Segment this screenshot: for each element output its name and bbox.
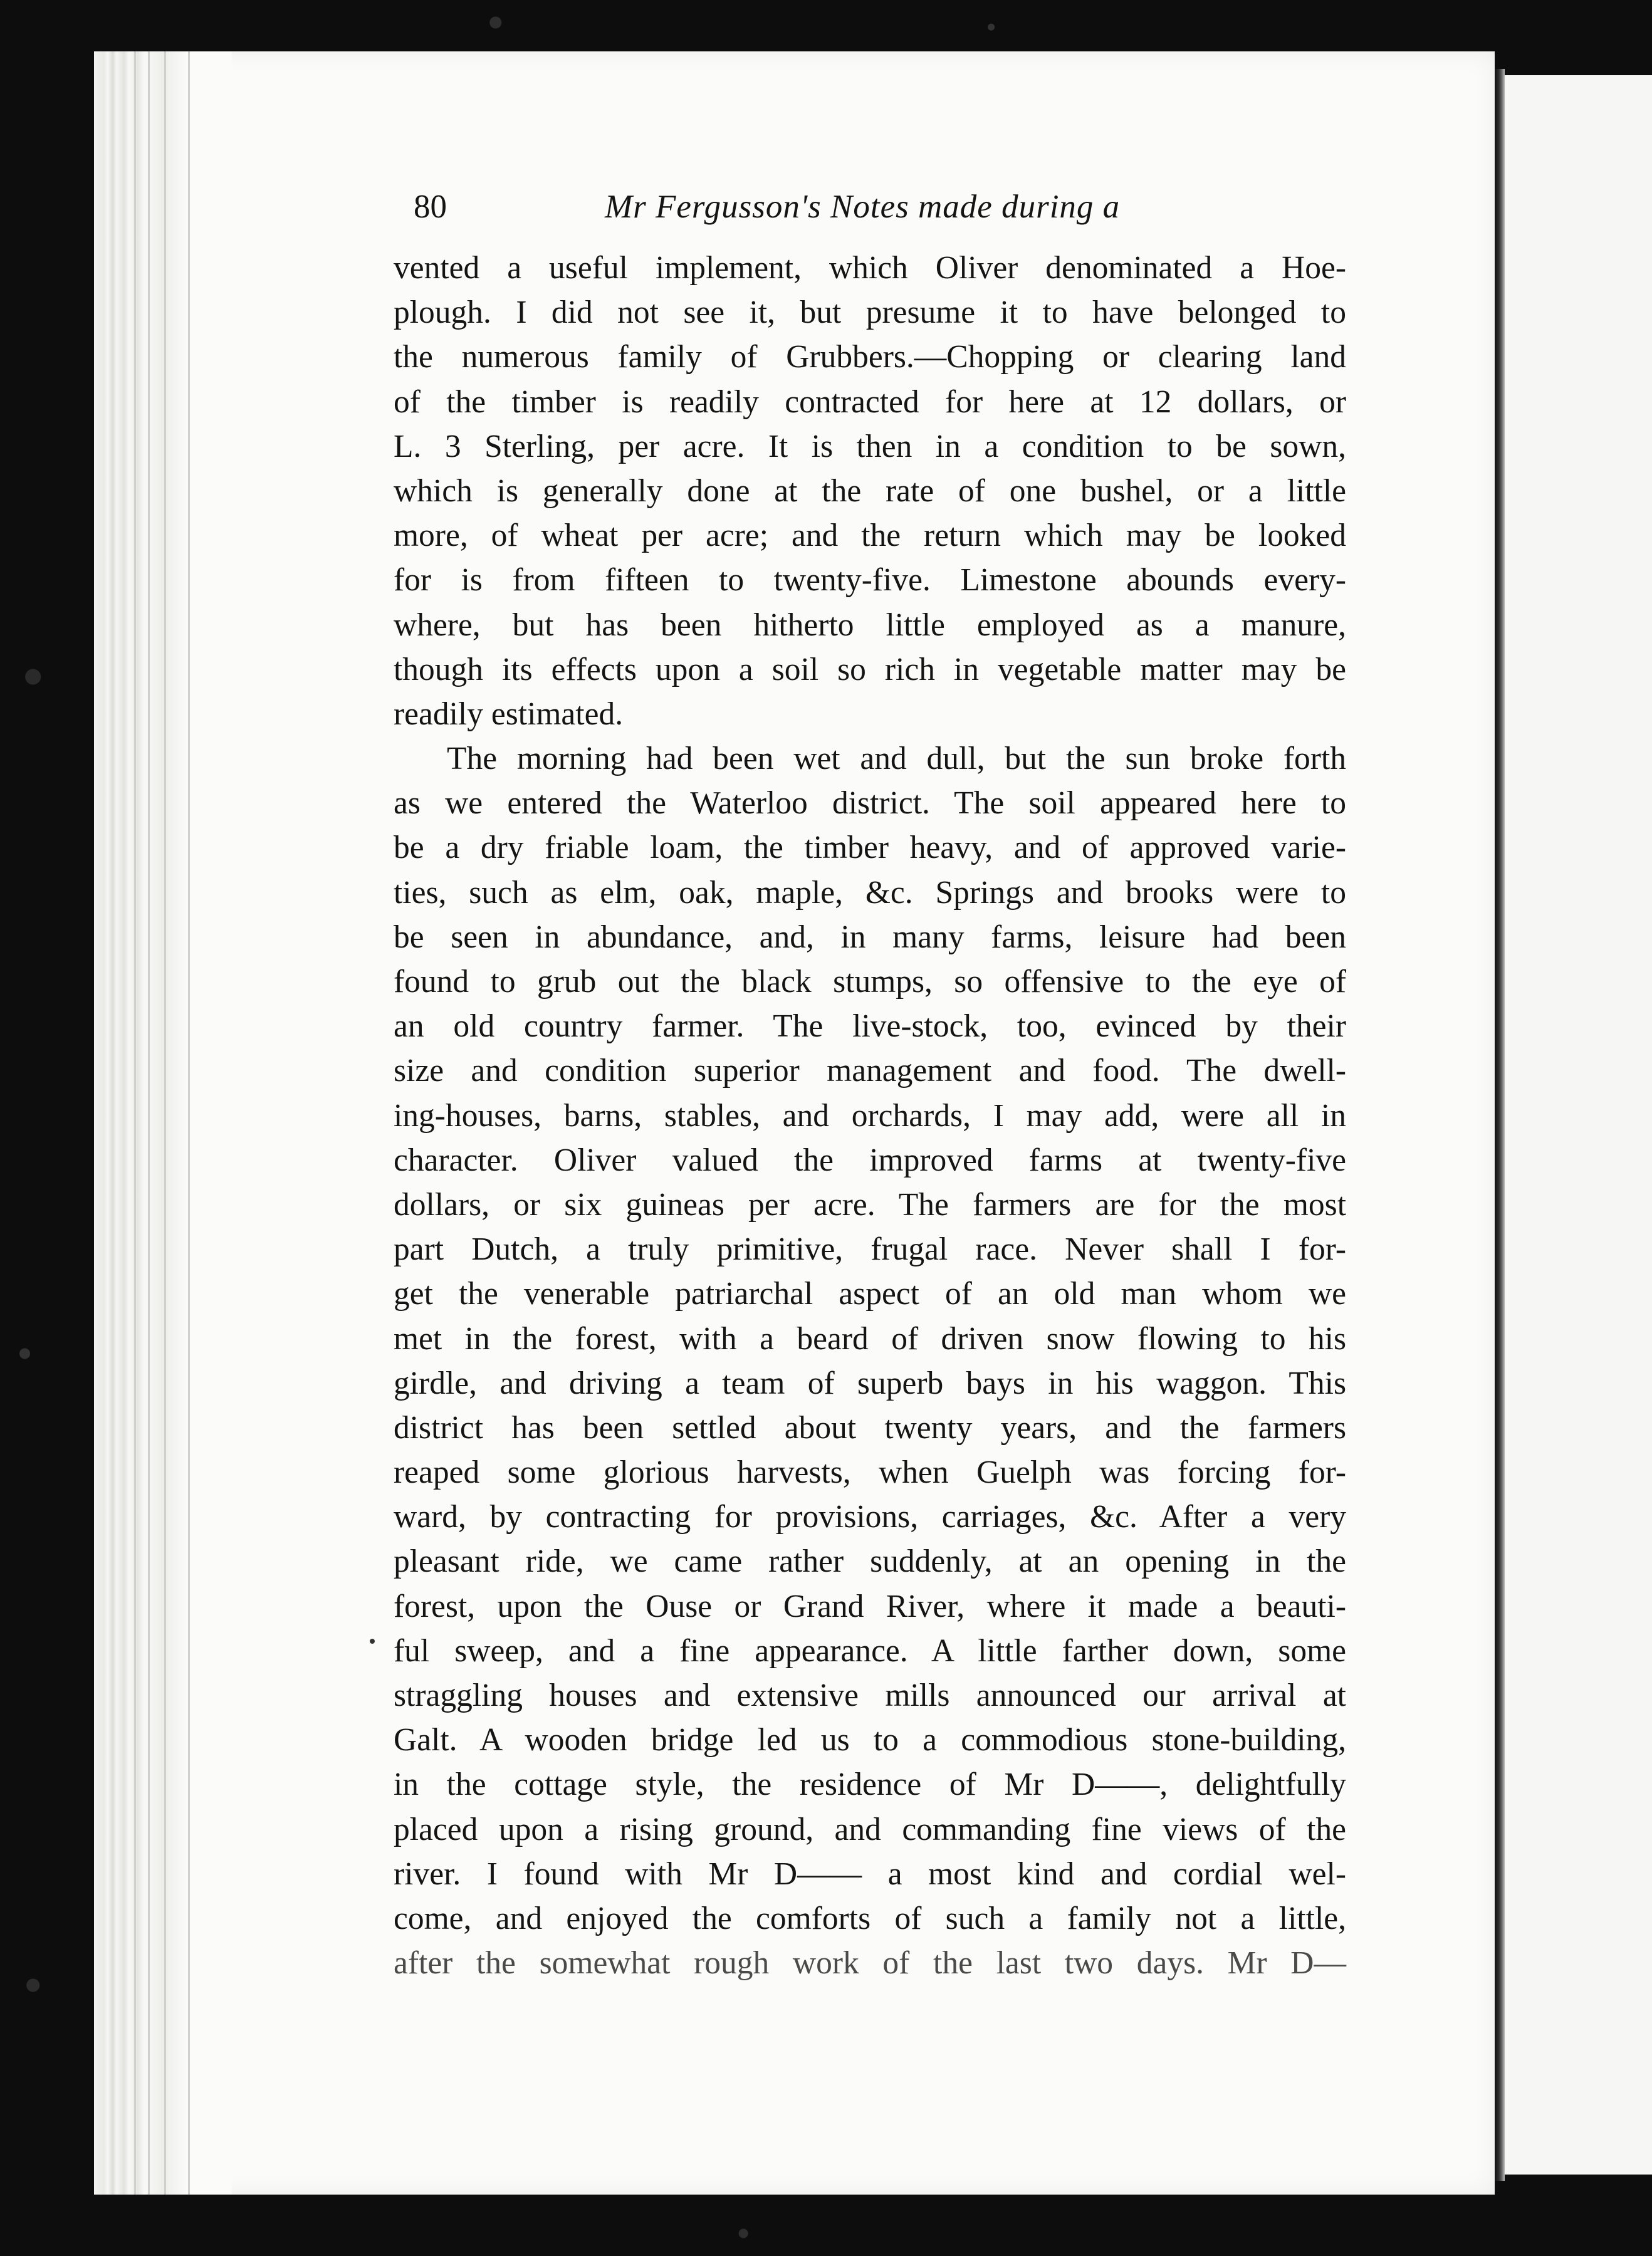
text-line: be a dry friable loam, the timber heavy, and of approved varie- [394,830,1346,866]
text-line: as we entered the Waterloo district. The soil appeared here to [394,785,1346,822]
text-line: found to grub out the black stumps, so offensive to the eye of [394,964,1346,1000]
text-line: in the cottage style, the residence of Mr D——, delightfully [394,1767,1346,1803]
page-edge-line [164,51,166,2195]
text-line: where, but has been hitherto little employed as a manure, [394,607,1346,643]
text-line: placed upon a rising ground, and commanding fine views of the [394,1811,1346,1847]
text-line: ties, such as elm, oak, maple, &c. Springs and brooks were to [394,874,1346,911]
text-line: L. 3 Sterling, per acre. It is then in a condition to be sown, [394,428,1346,464]
text-line: get the venerable patriarchal aspect of an old man whom we [394,1276,1346,1312]
text-line: reaped some glorious harvests, when Guelph was forcing for- [394,1454,1346,1491]
text-line: size and condition superior management and food. The dwell- [394,1053,1346,1089]
text-line: district has been settled about twenty years, and the farmers [394,1409,1346,1446]
text-line: pleasant ride, we came rather suddenly, at an opening in the [394,1543,1346,1580]
text-line: character. Oliver valued the improved farms at twenty-five [394,1142,1346,1178]
text-line: forest, upon the Ouse or Grand River, where it made a beauti- [394,1588,1346,1624]
text-line: part Dutch, a truly primitive, frugal race. Never shall I for- [394,1231,1346,1268]
text-line: more, of wheat per acre; and the return which may be looked [394,518,1346,554]
paragraph-2 [394,736,1346,1985]
text-line: readily estimated. [394,696,624,732]
stacked-page-edges [94,51,232,2195]
page-edge-line [134,51,136,2195]
text-line: river. I found with Mr D—— a most kind and cordial wel- [394,1856,1346,1892]
text-line: be seen in abundance, and, in many farms, leisure had been [394,919,1346,955]
text-line: which is generally done at the rate of one bushel, or a little [394,473,1346,509]
text-line: ful sweep, and a fine appearance. A little farther down, some [394,1632,1346,1669]
text-line: an old country farmer. The live-stock, too, evinced by their [394,1008,1346,1045]
text-line: come, and enjoyed the comforts of such a family not a little, [394,1900,1346,1936]
text-line: after the somewhat rough work of the last two days. Mr D— [394,1945,1346,1982]
facing-page-edge [1503,75,1652,2175]
text-line: dollars, or six guineas per acre. The farmers are for the most [394,1186,1346,1223]
book-gutter-shadow [1495,69,1505,2181]
paragraph-1 [394,246,1346,736]
page-body-text [394,246,1346,1985]
text-line: ing-houses, barns, stables, and orchards, I may add, were all in [394,1097,1346,1134]
running-title: Mr Fergusson's Notes made during a [605,189,1121,225]
text-line: the numerous family of Grubbers.—Chopping or clearing land [394,339,1346,375]
text-line: met in the forest, with a beard of driven snow flowing to his [394,1320,1346,1357]
page-edge-line [188,51,190,2195]
text-line: vented a useful implement, which Oliver denominated a Hoe- [394,250,1346,286]
text-line: though its effects upon a soil so rich in vegetable matter may be [394,651,1346,687]
page-edge-line [148,51,150,2195]
text-line: plough. I did not see it, but presume it to have belonged to [394,295,1346,331]
margin-mark [370,1639,375,1644]
text-line: ward, by contracting for provisions, carriages, &c. After a very [394,1499,1346,1535]
text-line: Galt. A wooden bridge led us to a commodious stone-building, [394,1722,1346,1758]
text-line: of the timber is readily contracted for here at 12 dollars, or [394,384,1346,420]
text-line: girdle, and driving a team of superb bays in his waggon. This [394,1365,1346,1401]
running-header [414,182,1354,238]
page-number: 80 [414,189,447,225]
text-line: The morning had been wet and dull, but the sun broke forth [447,741,1346,777]
text-line: straggling houses and extensive mills announced our arrival at [394,1678,1346,1713]
text-line: for is from fifteen to twenty-five. Limestone abounds every- [394,562,1346,598]
